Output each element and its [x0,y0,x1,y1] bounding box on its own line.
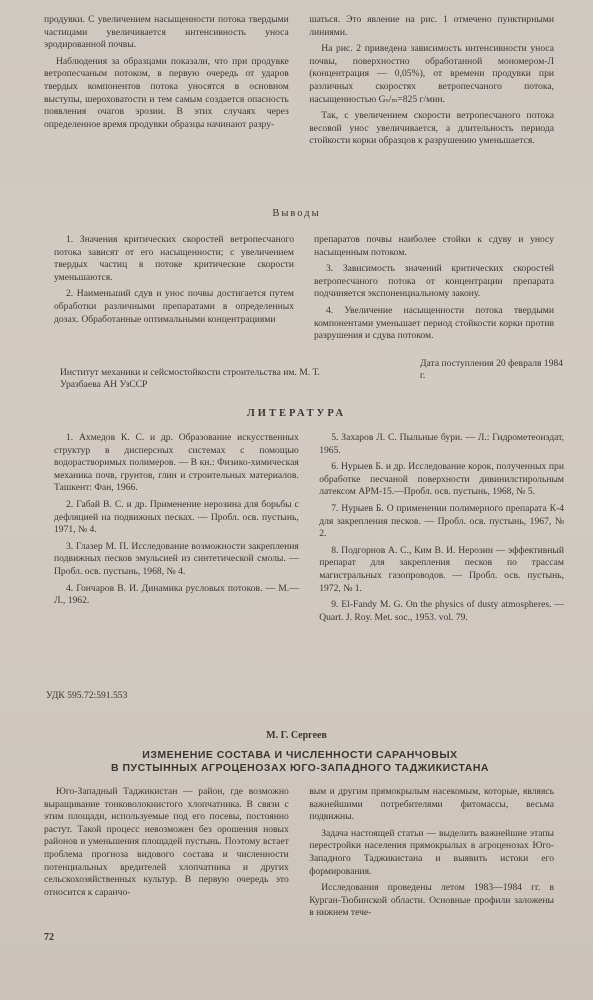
literature-section [54,432,564,628]
article-title [60,749,540,775]
reference: 5. Захаров Л. С. Пыльные бури. — Л.: Гидрометеоиздат, 1965. [319,432,564,456]
paragraph: Исследования проведены летом 1983—1984 гг. в Курган-Тюбинской области. Основные профили заложены в нижнем тече- [309,882,554,919]
body-left-column [44,786,289,924]
top-section [44,14,554,152]
reference: 3. Глазер М. П. Исследование возможности закрепления подвижных песков эмульсией из синтетической смолы. — Пробл. осв. пустынь, 1968, № 4. [54,540,299,577]
paragraph: шаться. Это явление на рис. 1 отмечено пунктирными линиями. [309,14,554,38]
conclusions-heading: Выводы [272,208,321,219]
conclusions-left-column [54,234,294,347]
body-right-column [309,786,554,924]
conclusions-right-column [314,234,554,347]
conclusion-item: препаратов почвы наиболее стойки к сдуву и уносу насыщенным потоком. [314,234,554,258]
reference: 8. Подгорнов А. С., Ким В. И. Нерозин — эффективный препарат для закрепления песков по трассам магистральных газопроводов. — Пробл. осв. пустынь, 1972, № 1. [319,544,564,594]
paragraph: продувки. С увеличением насыщенности потока твердыми частицами увеличивается интенсивность уноса эродированной почвы. [44,14,289,51]
reference: 4. Гончаров В. И. Динамика русловых потоков. — М.—Л., 1962. [54,582,299,607]
page-number: 72 [44,932,54,943]
literature-right-column [319,432,564,628]
received-date: Дата поступления 20 февраля 1984 г. [420,358,563,381]
paragraph: Наблюдения за образцами показали, что при продувке ветропесчаным потоком, в первую очередь от ударов твердых компонентов потока уносятся в основном выступы, шероховатости и тем самым создается опасность появления очагов эрозии. В этих случаях через определенное время продувки образцы начинают разру- [44,55,289,130]
literature-left-column [54,432,299,628]
title-line: В ПУСТЫННЫХ АГРОЦЕНОЗАХ ЮГО-ЗАПАДНОГО ТАДЖИКИСТАНА [110,762,490,774]
conclusion-item: 4. Увеличение насыщенности потока твердыми компонентами уменьшает период стойкости корки против разрушения и сдува потоком. [314,304,554,342]
conclusion-item: 3. Зависимость значений критических скоростей ветропесчаного потока от концентрации препарата подчиняется экспоненциальному закону. [314,263,554,300]
reference: 6. Нурыев Б. и др. Исследование корок, полученных при обработке песчаной поверхности дивинилстирольным латексом АРМ-15.—Пробл. осв. пустынь, 1968, № 5. [319,461,564,498]
reference: 9. El-Fandy M. G. On the physics of dusty atmospheres. — Quart. J. Roy. Met. soc., 1953. vol. 79. [319,599,564,623]
reference: 2. Габай В. С. и др. Применение нерозина для борьбы с дефляцией на подвижных песках. — Пробл. осв. пустынь, 1971, № 4. [54,498,299,536]
reference: 1. Ахмедов К. С. и др. Образование искусственных структур в дисперсных системах с помощью водорастворимых полимеров. — В кн.: Физико-химическая механика почв, грунтов, глин и строительных материалов. Ташкент: Фан, 1966. [54,432,299,494]
paragraph: Задача настоящей статьи — выделить важнейшие этапы перестройки населения прямокрылых в агроценозах Юго-Западного Таджикистана и выявить истоки его формирования. [309,827,554,877]
top-left-column [44,14,289,152]
title-line: ИЗМЕНЕНИЕ СОСТАВА И ЧИСЛЕННОСТИ САРАНЧОВЫХ [142,749,458,761]
article-author: М. Г. Сергеев [266,730,327,741]
conclusion-item: 2. Наименьший сдув и унос почвы достигается путем обработки различными препаратами в определенных дозах. Обработанные оптимальными концентрациями [54,288,294,325]
paragraph: вым и другим прямокрылым насекомым, которые, являясь важнейшими потребителями фитомассы, весьма подвижны. [309,786,554,823]
top-right-column [309,14,554,152]
literature-heading: ЛИТЕРАТУРА [246,408,347,419]
reference: 7. Нурыев Б. О применении полимерного препарата К-4 для закрепления песков. — Пробл. осв. пустынь, 1967, № 2. [319,502,564,540]
paragraph: Так, с увеличением скорости ветропесчаного потока весовой унос увеличивается, а длительность периода стойкости корки образцов к разрушению уменьшается. [309,110,554,147]
udk-code: УДК 595.72:591.553 [46,690,128,701]
article-body [44,786,554,924]
affiliation: Институт механики и сейсмостойкости строительства им. М. Т. Уразбаева АН УзССР [60,367,320,390]
conclusion-item: 1. Значения критических скоростей ветропесчаного потока зависят от его насыщенности; с увеличением твердых частиц в потоке критические скорости уменьшаются. [54,234,294,283]
conclusions-section [54,234,554,347]
paragraph: Юго-Западный Таджикистан — район, где возможно выращивание тонковолокнистого хлопчатника. В связи с этим площади, используемые под его посевы, постоянно растут. Такой процесс невозможен без орошения новых районов и уменьшения площадей пустынь. Поэтому встает проблема прогноза видового состава и численности потенциальных вредителей хлопчатника и других сельскохозяйственных культур. В первую очередь это относится к саранчо- [44,786,289,898]
paragraph: На рис. 2 приведена зависимость интенсивности уноса почвы, поверхностно обработанной мономером-Л (концентрация — 0,05%), от времени продувки при различных скоростях ветропесчаного потока, насыщенностью Gₛ/ₘ=825 г/мин. [309,43,554,105]
